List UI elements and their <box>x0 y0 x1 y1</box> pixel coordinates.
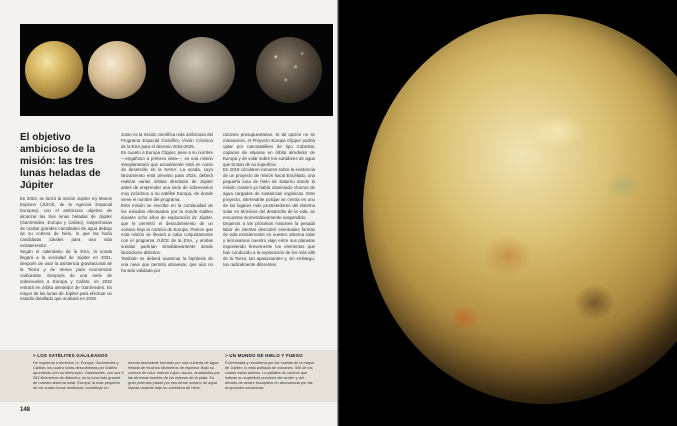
page-number: 148 <box>20 407 31 413</box>
io-moon-image <box>25 41 83 99</box>
article-title: El objetivo ambicioso de la misión: las tres lunas heladas de Júpiter <box>20 132 101 191</box>
io-closeup-image <box>363 14 677 404</box>
caption-heading-galilean: > LOS SATÉLITES GALILEANOS <box>33 353 108 358</box>
body-column-2: Junto es la misión científica más ambiciosa del Programa Espacial Científico Visión Cósmica de la ESA para el decenio 2015-2025. En cuanto a Europa Clipper, pese a su nombre —engañoso a primera vista—, es una misión interplanetaria que actualmente está en curso de desarrollo en la NASA. La sonda, cuyo lanzamiento está previsto para 2024, deberá realizar varias órbitas alrededor de Júpiter antes de emprender una serie de sobrevuelos muy próximos a su satélite Europa, de donde viene el nombre del programa. Esta misión se inscribe en la continuidad de los estudios efectuados por la sonda Galileo durante ocho años de exploración de Júpiter, que le permitió el descubrimiento de un océano bajo la corteza de Europa. Parece que esta misión se llevará a cabo conjuntamente con el programa JUICE de la ESA, y ambas sondas partirían simultáneamente desde lanzadores distintos. También se deberá examinar la hipótesis de una nave que permita atravesar, que aún no ha sido validada por <box>121 132 213 273</box>
left-page <box>0 0 337 426</box>
caption-heading-ice-fire: > UN MUNDO DE HIELO Y FUEGO <box>225 353 303 358</box>
body-column-1: En 2023, se lanzó la misión Jupiter Icy Moons Explorer (JUICE, de la Agencia Espacial Europea), con el ambicioso objetivo de alcanzar las tres lunas heladas de Júpiter (Ganímedes, Europa y Calisto), sospechosas de ocultar grandes cantidades de agua debajo de su corteza de hielo, lo que las haría candidatas ideales para una vida extraterrestre. Según el calendario de la ESA, la sonda llegará a la vecindad de Júpiter en 2031, después de usar la asistencia gravitacional de la Tierra y de Venus para economizar carburante. Después de una serie de sobrevuelos a Europa y Calisto, en 2032 entrará en órbita alrededor de Ganímedes. Es mayor de las lunas de Júpiter para efectuar un estudio detallado que acabará en 2035. <box>20 196 112 302</box>
galilean-moons-photo <box>20 24 333 116</box>
body-column-3: razones presupuestarias. Si tal opción no se mantuviera, el Proyecto Europa Clipper podría optar por nanosatélites de tipo CubeSat, capaces de situarse en órbita alrededor de Europa y de volar sobre los surtidores de agua que brotan de su superficie. En 2019 circularon rumores sobre la existencia de un proyecto de misión hacia Encélado, una pequeña luna de hielo de Saturno donde la misión Cassini ya había observado chorros de agua cargados de sustancias orgánicas. Este proyecto, interesante porque se centra en uno de los lugares más prometedores del sistema solar en términos del desarrollo de la vida, se encuentra momentáneamente suspendido. Dejamos a las próximas misiones la pesada labor de intentar descubrir eventuales formas de vida extraterrestre en nuestro sistema solar y terminamos nuestro viaje entre sus planetas exponiendo brevemente los elementos que han conducido a la exploración de los más allá de la Tierra, tan apasionantes y, sin embargo, tan radicalmente diferentes. <box>223 132 315 267</box>
caption-text-1: De izquierda a derecha: Io, Europa, Ganímedes y Calisto, los cuatro lunas descubiertas por Galileo apuntando con su telescopio. Ganímedes, con sus 5 262 kilómetros de diámetro, es la luna más grande de nuestro sistema solar. Europa, la más pequeña de los cuatro lunas mediceas, constituye un <box>33 360 124 390</box>
europa-moon-image <box>88 41 146 99</box>
right-page <box>339 0 677 426</box>
caption-text-3: Pulverizada y recubierta por las huellas de la mayor de Júpiter, Io está poblada de volcanes: 300 de los cuales están activos. La palabra de colores que indican su superficie proviene del azufre y del dióxido de azufre escupidos en abundancia por las erupciones volcánicas. <box>225 360 315 390</box>
callisto-moon-image <box>256 37 322 103</box>
caption-text-2: mundo fascinante formado por una cubierta de agua helada de muchos kilómetros de espesor. Bajo su corteza de color marrón rojizo oscuro, analizados por las térmicas fuentes de los mareas de la plata. Su gran potencia pasan por sus tenue océano de agua líquida durante bajo su cobertura de hielo. <box>128 360 220 390</box>
ganymede-moon-image <box>169 37 235 103</box>
